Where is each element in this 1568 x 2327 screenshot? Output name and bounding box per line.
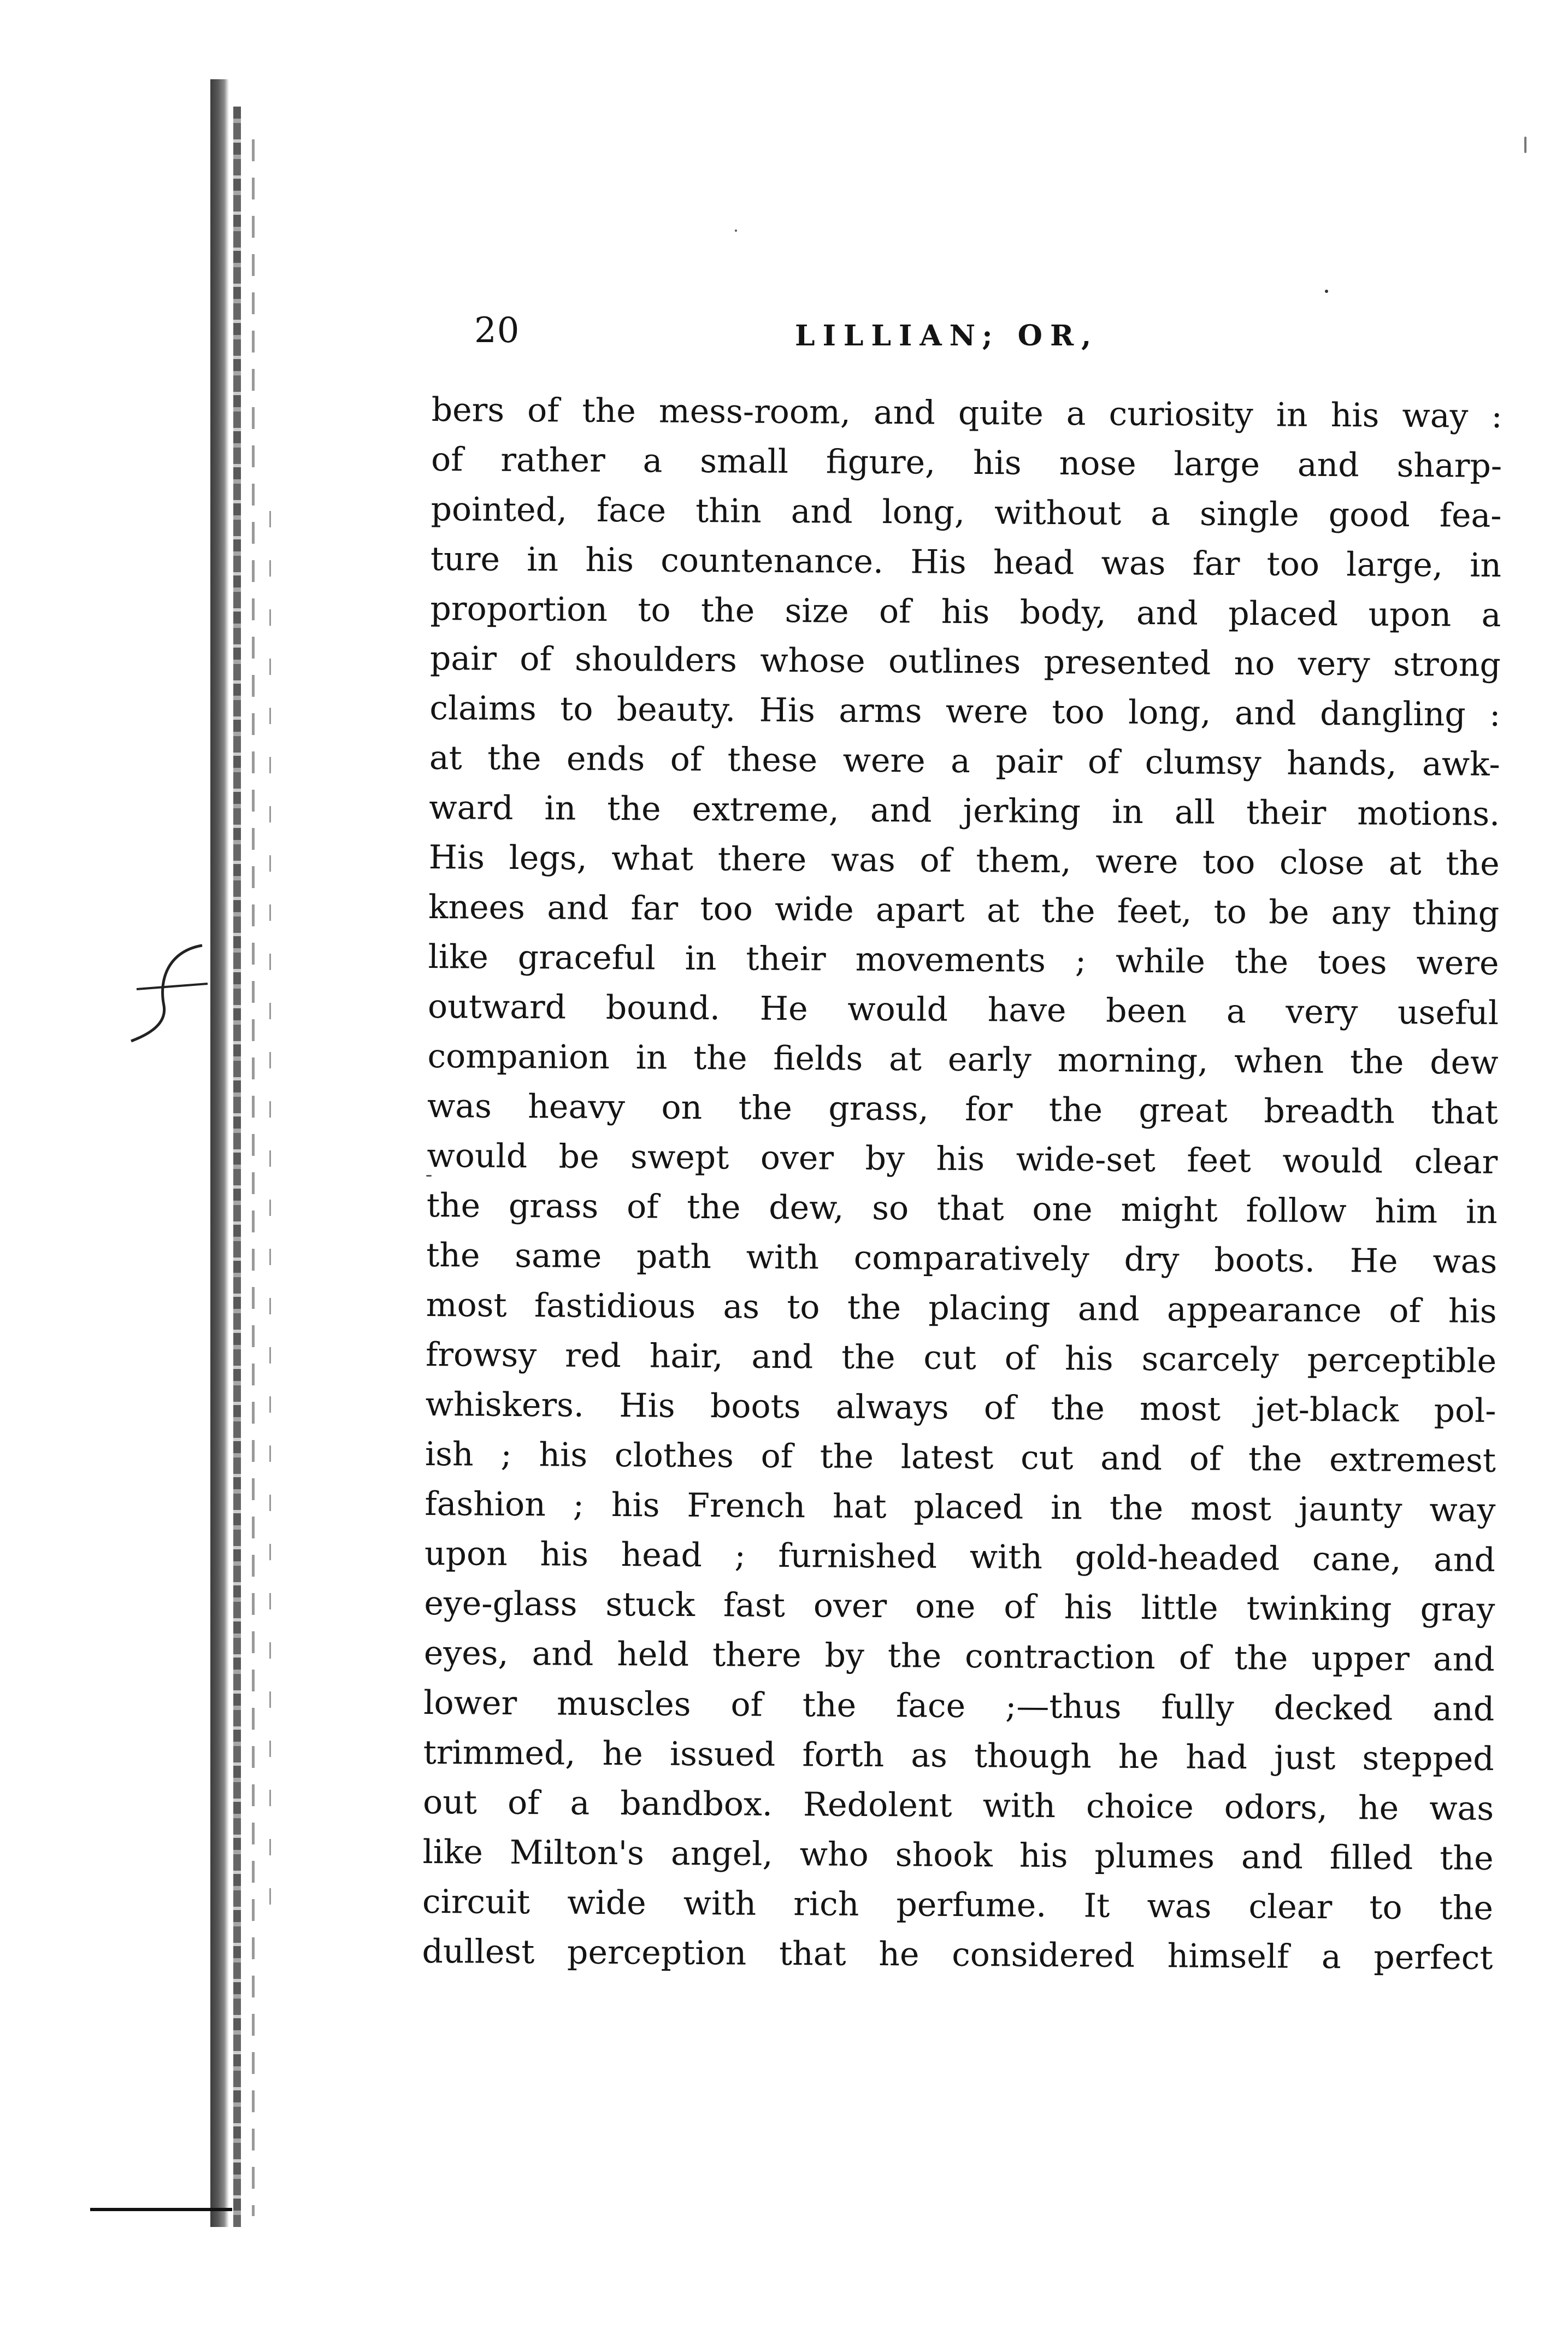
text-line: the same path with comparatively dry boots. He was xyxy=(426,1236,1498,1281)
margin-pencil-mark xyxy=(120,929,229,1049)
scan-speck xyxy=(1524,137,1526,153)
text-line: ish ; his clothes of the latest cut and of the extremest xyxy=(425,1435,1496,1480)
text-line: whiskers. His boots always of the most jet-black pol- xyxy=(425,1385,1496,1430)
binding-edge-streak xyxy=(233,107,241,2227)
text-line: would be swept over by his wide-set feet would clear xyxy=(427,1136,1498,1182)
text-line: knees and far too wide apart at the feet, to be any thing xyxy=(428,888,1500,933)
scan-speck xyxy=(1325,290,1328,293)
text-line: most fastidious as to the placing and appearance of his xyxy=(426,1285,1497,1331)
binding-edge-faint xyxy=(252,139,255,2216)
text-line: upon his head ; furnished with gold-headed cane, and xyxy=(424,1534,1496,1579)
text-line: ward in the extreme, and jerking in all their motions. xyxy=(429,788,1500,833)
text-line: pointed, face thin and long, without a single good fea- xyxy=(431,490,1502,535)
text-line: dullest perception that he considered himself a perfect xyxy=(422,1932,1493,1977)
text-line: ture in his countenance. His head was far too large, in xyxy=(430,539,1502,585)
text-line: like graceful in their movements ; while the toes were xyxy=(428,937,1499,983)
text-line: outward bound. He would have been a very useful xyxy=(427,987,1499,1032)
text-line: lower muscles of the face ;—thus fully decked and xyxy=(423,1683,1495,1729)
binding-shadow xyxy=(205,74,292,2238)
text-line: was heavy on the grass, for the great breadth that xyxy=(427,1086,1499,1132)
text-line: at the ends of these were a pair of clumsy hands, awk- xyxy=(429,738,1501,784)
text-line: companion in the fields at early morning, when the dew xyxy=(427,1037,1499,1082)
text-line: the grass of the dew, so that one might follow him in xyxy=(426,1186,1498,1231)
text-line: pair of shoulders whose outlines presented no very strong xyxy=(429,639,1501,684)
text-line: claims to beauty. His arms were too long, and dangling : xyxy=(429,689,1501,734)
text-line: of rather a small figure, his nose large and sharp- xyxy=(431,440,1502,485)
page-number: 20 xyxy=(474,310,520,351)
running-head: LILLIAN; OR, xyxy=(795,319,1099,352)
scan-speck xyxy=(735,230,737,232)
text-line: like Milton's angel, who shook his plumes and filled the xyxy=(422,1832,1494,1878)
text-line: frowsy red hair, and the cut of his scarcely perceptible xyxy=(425,1335,1497,1380)
text-line: eye-glass stuck fast over one of his little twinking gray xyxy=(424,1584,1495,1629)
binding-edge-faint xyxy=(269,511,271,1932)
binding-edge-dark xyxy=(210,79,229,2227)
text-line: bers of the mess-room, and quite a curiosity in his way : xyxy=(431,390,1502,436)
text-line: His legs, what there was of them, were too close at the xyxy=(428,838,1500,883)
text-line: fashion ; his French hat placed in the most jaunty way xyxy=(425,1484,1496,1530)
text-line: proportion to the size of his body, and placed upon a xyxy=(430,589,1501,634)
text-line: out of a bandbox. Redolent with choice odors, he was xyxy=(422,1783,1494,1828)
binding-base-line xyxy=(90,2208,232,2211)
text-line: eyes, and held there by the contraction of the upper and xyxy=(423,1633,1495,1679)
text-line: trimmed, he issued forth as though he had just stepped xyxy=(423,1733,1494,1778)
text-line: circuit wide with rich perfume. It was clear to the xyxy=(422,1882,1494,1928)
body-text xyxy=(422,385,1502,1983)
